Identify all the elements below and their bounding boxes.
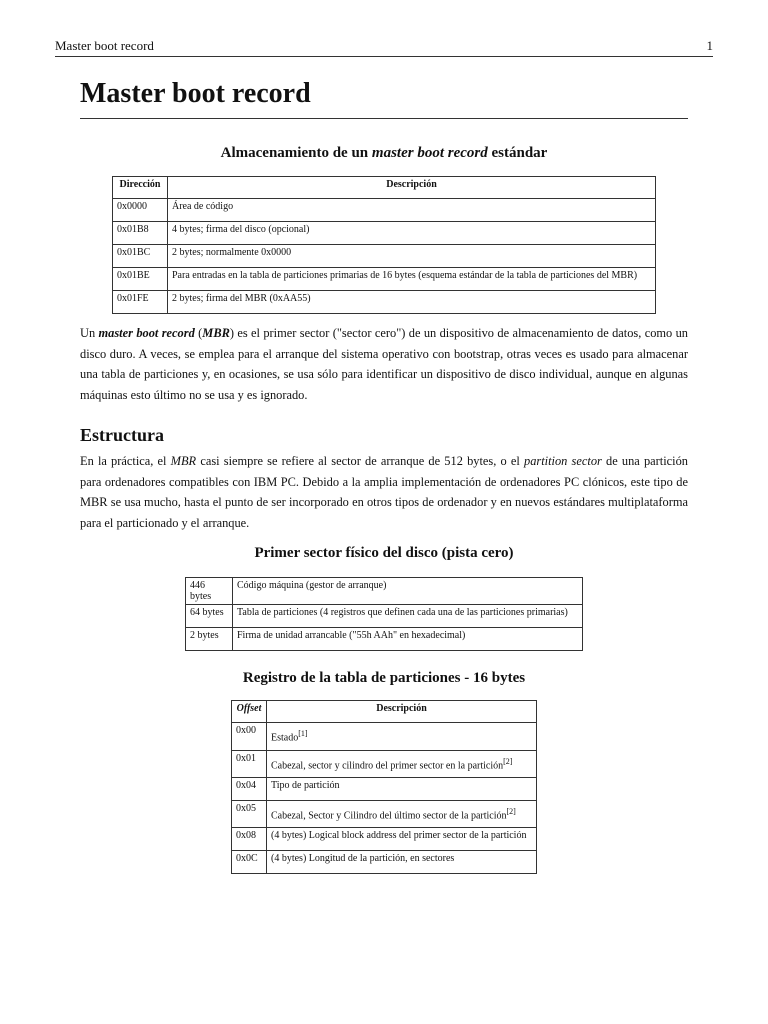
header-title: Master boot record	[55, 38, 154, 53]
table-row: 0x08 (4 bytes) Logical block address del primer sector de la partición	[232, 828, 537, 851]
table-row: 0x01BE Para entradas en la tabla de particiones primarias de 16 bytes (esquema estándar de la tabla de particiones del MBR)	[113, 268, 656, 291]
section-heading: Estructura	[80, 425, 164, 445]
first-sector-table	[185, 577, 583, 651]
table-row: 2 bytes Firma de unidad arrancable ("55h AAh" en hexadecimal)	[186, 628, 583, 651]
table3-header-description: Descripción	[267, 701, 537, 723]
citation-ref[interactable]: [2]	[503, 757, 513, 766]
table-row: 0x04 Tipo de partición	[232, 778, 537, 801]
table-row: 0x0000 Área de código	[113, 199, 656, 222]
table-row: 0x01FE 2 bytes; firma del MBR (0xAA55)	[113, 291, 656, 314]
table1-header-address: Dirección	[113, 177, 168, 199]
section-paragraph: En la práctica, el MBR casi siempre se refiere al sector de arranque de 512 bytes, o el partition sector de una partición para ordenadores compatibles con IBM PC. Debido a la amplia implementación de ordenadores PC clónicos, este tipo de MBR se usa mucho, hasta el punto de ser incorporado en otros tipos de ordenador y en nuevos estándares multiplataforma para el particionado y el arranque.	[80, 454, 689, 530]
table3-caption: Registro de la tabla de particiones - 16 bytes	[242, 670, 526, 686]
table-row: 0x01 Cabezal, sector y cilindro del primer sector en la partición[2]	[232, 751, 537, 778]
table-row: 446 bytes Código máquina (gestor de arranque)	[186, 578, 583, 605]
table2-caption: Primer sector físico del disco (pista cero)	[254, 545, 514, 561]
table-row: 0x00 Estado[1]	[232, 723, 537, 751]
page-title: Master boot record	[80, 76, 688, 119]
mbr-storage-table	[112, 176, 656, 314]
intro-paragraph: Un master boot record (MBR) es el primer sector ("sector cero") de un dispositivo de almacenamiento de datos, como un disco duro. A veces, se emplea para el arranque del sistema operativo con bootstrap, otras veces es usado para almacenar una tabla de particiones y, en ocasiones, se usa sólo para identificar un dispositivo de disco individual, aunque en algunas máquinas esto último no se usa y es ignorado.	[80, 326, 689, 402]
table1-header-description: Descripción	[168, 177, 656, 199]
table1-caption: Almacenamiento de un master boot record estándar	[220, 145, 548, 161]
partition-record-table	[231, 700, 537, 874]
page-number: 1	[706, 38, 713, 53]
table3-header-offset: Offset	[232, 701, 267, 723]
table-row: 0x01B8 4 bytes; firma del disco (opcional)	[113, 222, 656, 245]
citation-ref[interactable]: [1]	[298, 729, 308, 738]
table-row: 64 bytes Tabla de particiones (4 registros que definen cada una de las particiones primarias)	[186, 605, 583, 628]
table-row: 0x0C (4 bytes) Longitud de la partición, en sectores	[232, 851, 537, 874]
citation-ref[interactable]: [2]	[506, 807, 516, 816]
table-row: 0x01BC 2 bytes; normalmente 0x0000	[113, 245, 656, 268]
page-header	[55, 36, 713, 57]
table-row: 0x05 Cabezal, Sector y Cilindro del último sector de la partición[2]	[232, 801, 537, 828]
